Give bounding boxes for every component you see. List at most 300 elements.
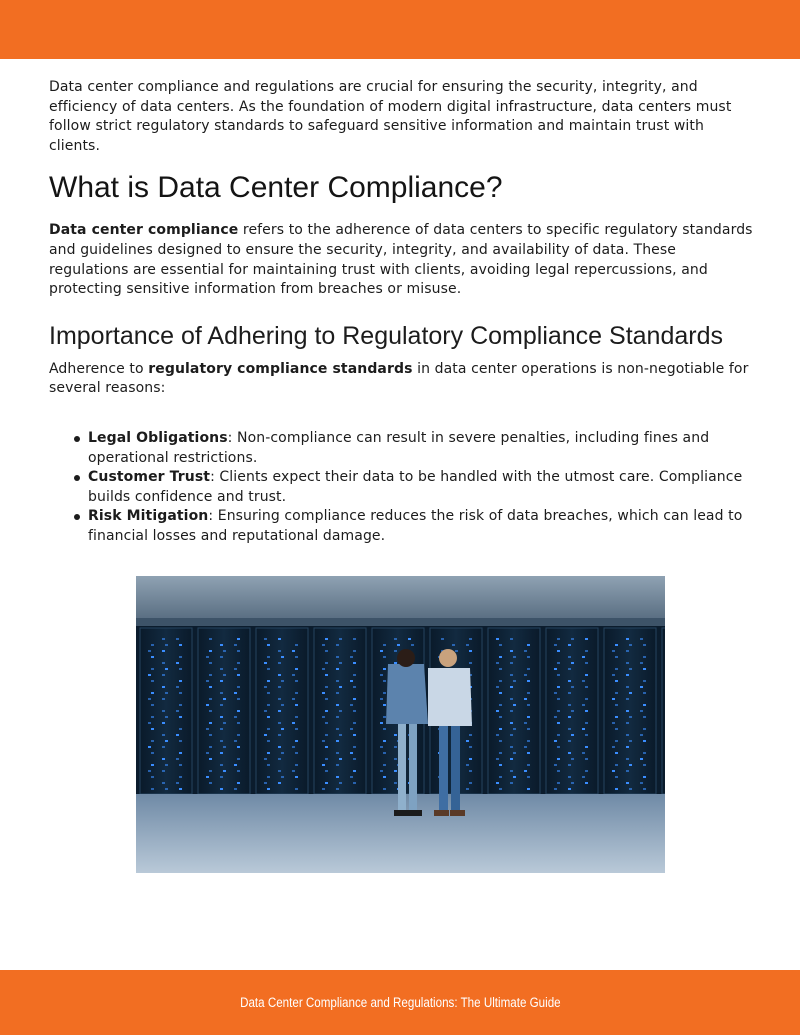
server-led — [148, 650, 151, 652]
server-led — [151, 728, 154, 730]
server-led — [640, 662, 643, 664]
server-led — [336, 668, 339, 670]
server-led — [510, 650, 513, 652]
server-led — [499, 680, 502, 682]
server-led — [571, 758, 574, 760]
server-led — [295, 656, 298, 658]
footer-bar — [0, 970, 800, 1035]
server-led — [568, 752, 571, 754]
server-led — [612, 770, 615, 772]
server-led — [234, 788, 237, 790]
server-led — [394, 734, 397, 736]
server-led — [626, 698, 629, 700]
server-led — [350, 656, 353, 658]
server-led — [339, 710, 342, 712]
server-led — [278, 662, 281, 664]
server-led — [237, 710, 240, 712]
server-led — [278, 650, 281, 652]
server-led — [295, 728, 298, 730]
server-led — [568, 656, 571, 658]
list-item-title: Customer Trust — [88, 469, 211, 486]
server-led — [353, 686, 356, 688]
server-led — [626, 722, 629, 724]
server-led — [557, 782, 560, 784]
server-led — [554, 740, 557, 742]
server-room-photo — [136, 576, 665, 873]
server-led — [165, 764, 168, 766]
server-led — [499, 656, 502, 658]
server-led — [209, 674, 212, 676]
server-led — [383, 716, 386, 718]
server-led — [353, 662, 356, 664]
list-item-title: Legal Obligations — [88, 429, 228, 446]
server-led — [554, 668, 557, 670]
server-led — [220, 728, 223, 730]
server-led — [176, 710, 179, 712]
server-led — [162, 782, 165, 784]
server-led — [325, 722, 328, 724]
server-led — [394, 746, 397, 748]
server-led — [162, 674, 165, 676]
server-led — [615, 668, 618, 670]
bullet-icon — [74, 436, 80, 442]
server-led — [510, 734, 513, 736]
server-led — [585, 674, 588, 676]
server-led — [162, 710, 165, 712]
server-led — [339, 662, 342, 664]
server-led — [383, 788, 386, 790]
server-led — [148, 770, 151, 772]
server-led — [322, 764, 325, 766]
server-led — [527, 764, 530, 766]
server-led — [336, 764, 339, 766]
server-led — [292, 650, 295, 652]
server-led — [151, 764, 154, 766]
server-led — [278, 734, 281, 736]
server-led — [585, 782, 588, 784]
server-led — [585, 698, 588, 700]
server-led — [237, 662, 240, 664]
server-led — [568, 692, 571, 694]
server-led — [295, 764, 298, 766]
server-led — [452, 644, 455, 646]
server-led — [527, 680, 530, 682]
server-led — [626, 782, 629, 784]
server-led — [237, 650, 240, 652]
server-led — [234, 668, 237, 670]
server-led — [629, 788, 632, 790]
server-led — [336, 740, 339, 742]
server-led — [496, 638, 499, 640]
server-led — [209, 734, 212, 736]
intro-paragraph: Data center compliance and regulations are crucial for ensuring the security, integrity, and efficiency of data centers. As the foundation of modern digital infrastructure, data centers must follow strict regulatory standards to safeguard sensitive information and maintain trust with clients. — [49, 79, 732, 154]
server-led — [325, 782, 328, 784]
server-rack — [604, 628, 656, 794]
server-led — [223, 746, 226, 748]
server-led — [325, 674, 328, 676]
server-led — [165, 644, 168, 646]
server-led — [325, 710, 328, 712]
ceiling-tray — [136, 618, 665, 626]
server-led — [383, 752, 386, 754]
server-led — [336, 644, 339, 646]
server-led — [510, 698, 513, 700]
server-led — [234, 740, 237, 742]
server-led — [510, 758, 513, 760]
server-led — [557, 650, 560, 652]
server-led — [350, 776, 353, 778]
server-led — [176, 638, 179, 640]
server-led — [237, 638, 240, 640]
server-led — [151, 668, 154, 670]
server-led — [179, 644, 182, 646]
list-item-title: Risk Mitigation — [88, 508, 209, 525]
server-led — [353, 746, 356, 748]
server-led — [383, 776, 386, 778]
list-item — [88, 468, 754, 507]
server-led — [383, 680, 386, 682]
server-led — [223, 650, 226, 652]
server-led — [339, 686, 342, 688]
server-led — [179, 788, 182, 790]
server-led — [339, 734, 342, 736]
server-led — [568, 704, 571, 706]
server-led — [179, 716, 182, 718]
server-led — [510, 638, 513, 640]
server-led — [554, 692, 557, 694]
server-rack — [140, 628, 192, 794]
server-led — [264, 662, 267, 664]
server-led — [499, 692, 502, 694]
server-led — [527, 776, 530, 778]
server-led — [499, 704, 502, 706]
server-led — [643, 752, 646, 754]
server-led — [264, 710, 267, 712]
server-led — [585, 734, 588, 736]
server-led — [554, 644, 557, 646]
server-led — [278, 698, 281, 700]
server-led — [640, 734, 643, 736]
server-led — [571, 686, 574, 688]
server-led — [220, 740, 223, 742]
server-led — [325, 662, 328, 664]
server-led — [325, 746, 328, 748]
server-led — [499, 728, 502, 730]
server-led — [524, 770, 527, 772]
server-led — [350, 752, 353, 754]
server-led — [179, 776, 182, 778]
server-led — [278, 686, 281, 688]
server-led — [223, 770, 226, 772]
server-led — [267, 728, 270, 730]
server-led — [295, 776, 298, 778]
server-led — [568, 716, 571, 718]
server-led — [640, 638, 643, 640]
lead-after: in data center operations is non-negotiable for several reasons: — [49, 360, 749, 397]
server-led — [151, 644, 154, 646]
server-led — [295, 716, 298, 718]
server-led — [267, 716, 270, 718]
server-led — [353, 638, 356, 640]
server-led — [615, 728, 618, 730]
server-led — [527, 788, 530, 790]
server-led — [336, 788, 339, 790]
server-led — [585, 662, 588, 664]
server-led — [571, 734, 574, 736]
server-led — [582, 656, 585, 658]
server-led — [615, 764, 618, 766]
server-led — [162, 662, 165, 664]
server-led — [469, 734, 472, 736]
server-rack — [198, 628, 250, 794]
server-led — [179, 668, 182, 670]
server-led — [383, 668, 386, 670]
server-led — [322, 716, 325, 718]
server-led — [640, 710, 643, 712]
server-led — [626, 734, 629, 736]
server-led — [264, 686, 267, 688]
server-led — [513, 680, 516, 682]
server-led — [339, 758, 342, 760]
server-led — [466, 740, 469, 742]
server-led — [394, 758, 397, 760]
server-led — [353, 674, 356, 676]
server-led — [223, 698, 226, 700]
server-led — [237, 746, 240, 748]
server-led — [557, 662, 560, 664]
server-led — [237, 698, 240, 700]
server-led — [394, 638, 397, 640]
server-led — [267, 764, 270, 766]
server-led — [237, 770, 240, 772]
server-led — [582, 776, 585, 778]
server-led — [281, 680, 284, 682]
server-led — [557, 674, 560, 676]
server-led — [469, 782, 472, 784]
server-led — [626, 710, 629, 712]
server-led — [568, 644, 571, 646]
server-led — [496, 710, 499, 712]
server-led — [513, 752, 516, 754]
server-led — [278, 746, 281, 748]
server-led — [513, 776, 516, 778]
server-led — [626, 686, 629, 688]
bullet-icon — [74, 475, 80, 481]
server-led — [557, 710, 560, 712]
server-led — [336, 656, 339, 658]
server-led — [281, 704, 284, 706]
server-led — [394, 782, 397, 784]
footer-title: Data Center Compliance and Regulations: The Ultimate Guide — [239, 995, 561, 1010]
server-led — [151, 752, 154, 754]
server-led — [220, 788, 223, 790]
server-led — [643, 680, 646, 682]
server-led — [278, 674, 281, 676]
server-led — [557, 770, 560, 772]
server-led — [176, 686, 179, 688]
server-led — [615, 752, 618, 754]
server-led — [629, 716, 632, 718]
server-led — [612, 746, 615, 748]
server-led — [629, 668, 632, 670]
server-led — [615, 644, 618, 646]
server-led — [162, 698, 165, 700]
server-led — [292, 722, 295, 724]
server-led — [527, 692, 530, 694]
server-led — [209, 758, 212, 760]
server-led — [571, 782, 574, 784]
server-led — [568, 776, 571, 778]
server-led — [499, 716, 502, 718]
server-led — [380, 746, 383, 748]
server-led — [585, 638, 588, 640]
server-led — [643, 788, 646, 790]
server-led — [585, 650, 588, 652]
list-item — [88, 429, 754, 468]
server-led — [209, 722, 212, 724]
server-led — [557, 746, 560, 748]
list-item-text: : Non-compliance can result in severe penalties, including fines and operational restrictions. — [88, 429, 710, 466]
server-led — [322, 644, 325, 646]
server-led — [281, 656, 284, 658]
server-led — [466, 644, 469, 646]
server-led — [397, 644, 400, 646]
server-led — [325, 650, 328, 652]
server-led — [322, 740, 325, 742]
server-led — [629, 740, 632, 742]
server-led — [176, 782, 179, 784]
server-led — [394, 650, 397, 652]
server-led — [585, 710, 588, 712]
server-led — [220, 704, 223, 706]
server-led — [643, 776, 646, 778]
server-led — [209, 650, 212, 652]
server-led — [568, 668, 571, 670]
server-led — [643, 668, 646, 670]
server-led — [267, 680, 270, 682]
server-led — [527, 668, 530, 670]
server-led — [640, 758, 643, 760]
server-led — [643, 764, 646, 766]
server-led — [292, 674, 295, 676]
server-led — [615, 740, 618, 742]
server-led — [278, 770, 281, 772]
server-led — [615, 680, 618, 682]
server-led — [206, 680, 209, 682]
server-led — [179, 728, 182, 730]
server-led — [162, 758, 165, 760]
server-led — [510, 782, 513, 784]
server-led — [383, 704, 386, 706]
server-led — [455, 650, 458, 652]
server-led — [527, 728, 530, 730]
server-led — [513, 704, 516, 706]
server-led — [336, 680, 339, 682]
server-led — [267, 644, 270, 646]
server-led — [380, 650, 383, 652]
server-led — [640, 686, 643, 688]
server-led — [557, 698, 560, 700]
server-led — [626, 662, 629, 664]
server-led — [499, 752, 502, 754]
server-led — [176, 662, 179, 664]
server-led — [496, 782, 499, 784]
server-led — [179, 692, 182, 694]
server-led — [336, 704, 339, 706]
server-led — [510, 662, 513, 664]
server-led — [165, 692, 168, 694]
server-led — [510, 722, 513, 724]
lead-before: Adherence to — [49, 360, 149, 377]
server-led — [339, 782, 342, 784]
server-led — [325, 698, 328, 700]
server-led — [496, 758, 499, 760]
server-led — [281, 776, 284, 778]
server-led — [499, 668, 502, 670]
server-led — [568, 728, 571, 730]
server-led — [179, 680, 182, 682]
server-led — [165, 668, 168, 670]
server-led — [292, 770, 295, 772]
bullet-icon — [74, 514, 80, 520]
server-led — [380, 674, 383, 676]
server-led — [267, 704, 270, 706]
server-led — [151, 788, 154, 790]
server-led — [267, 692, 270, 694]
server-led — [237, 758, 240, 760]
server-led — [585, 686, 588, 688]
server-led — [585, 758, 588, 760]
server-led — [223, 722, 226, 724]
server-led — [626, 674, 629, 676]
server-led — [278, 710, 281, 712]
server-led — [336, 716, 339, 718]
server-led — [510, 710, 513, 712]
server-led — [237, 734, 240, 736]
server-led — [469, 746, 472, 748]
server-led — [353, 650, 356, 652]
list-item-text: : Ensuring compliance reduces the risk of data breaches, which can lead to financial losses and reputational damage. — [88, 508, 743, 544]
server-led — [295, 752, 298, 754]
server-led — [325, 758, 328, 760]
server-led — [615, 788, 618, 790]
definition-paragraph — [49, 221, 754, 299]
server-led — [165, 716, 168, 718]
header-bar — [0, 0, 800, 59]
server-led — [179, 740, 182, 742]
server-led — [554, 788, 557, 790]
server-led — [267, 656, 270, 658]
server-led — [148, 722, 151, 724]
server-led — [281, 728, 284, 730]
server-rack — [256, 628, 308, 794]
server-led — [527, 656, 530, 658]
server-led — [554, 764, 557, 766]
server-led — [325, 734, 328, 736]
server-led — [469, 758, 472, 760]
server-led — [411, 644, 414, 646]
server-led — [626, 770, 629, 772]
server-led — [148, 746, 151, 748]
article-body — [49, 78, 754, 547]
server-led — [278, 758, 281, 760]
definition-term: Data center compliance — [49, 222, 239, 239]
server-led — [206, 752, 209, 754]
server-led — [325, 686, 328, 688]
server-led — [513, 728, 516, 730]
server-led — [408, 638, 411, 640]
server-led — [496, 734, 499, 736]
